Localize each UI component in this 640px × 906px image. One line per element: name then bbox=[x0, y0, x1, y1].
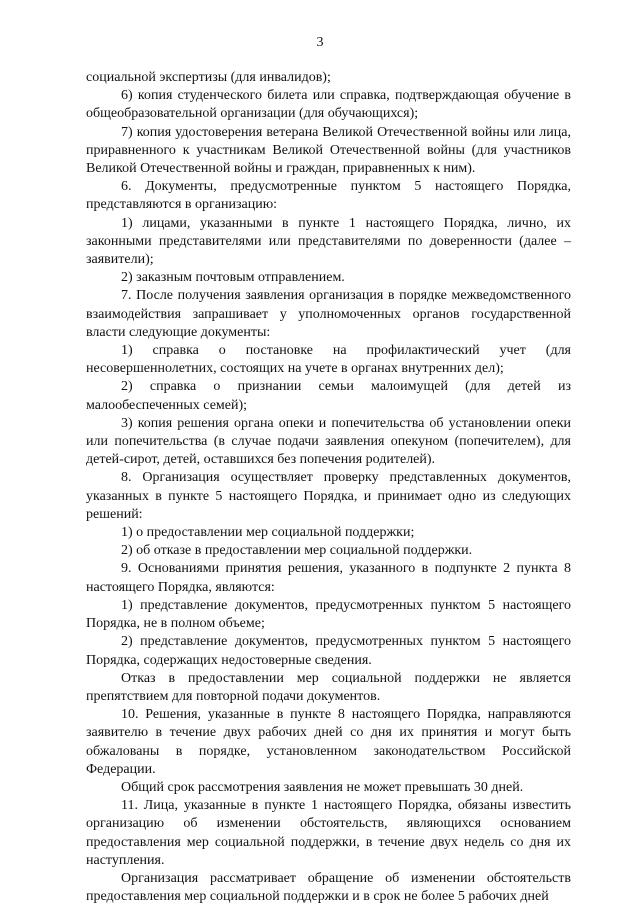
paragraph: 3) копия решения органа опеки и попечительства об установлении опеки или попечительства (в случае подачи заявления опекуном (попечителем), для детей-сирот, детей, оставшихся без попечения родителей). bbox=[86, 415, 571, 468]
paragraph: 6) копия студенческого билета или справка, подтверждающая обучение в общеобразовательной организации (для обучающихся); bbox=[86, 88, 571, 122]
document-body bbox=[86, 69, 571, 906]
paragraph: 1) лицами, указанными в пункте 1 настоящего Порядка, лично, их законными представителями или представителями по доверенности (далее – заявители); bbox=[86, 215, 571, 268]
paragraph: 2) справка о признании семьи малоимущей (для детей из малообеспеченных семей); bbox=[86, 379, 571, 413]
paragraph: Общий срок рассмотрения заявления не может превышать 30 дней. bbox=[121, 779, 524, 795]
paragraph: 8. Организация осуществляет проверку представленных документов, указанных в пункте 5 настоящего Порядка, и принимает одно из следующих решений: bbox=[86, 470, 571, 522]
paragraph: 2) представление документов, предусмотренных пунктом 5 настоящего Порядка, содержащих недостоверные сведения. bbox=[86, 634, 571, 668]
paragraph: социальной экспертизы (для инвалидов); bbox=[86, 70, 331, 85]
page-number: 3 bbox=[316, 35, 324, 50]
paragraph: 1) справка о постановке на профилактический учет (для несовершеннолетних, состоящих на учете в органах внутренних дел); bbox=[86, 343, 571, 377]
paragraph: 10. Решения, указанные в пункте 8 настоящего Порядка, направляются заявителю в течение двух рабочих дней со дня их принятия и могут быть обжалованы в порядке, установленном законодательством Российской Федерации. bbox=[86, 707, 571, 777]
paragraph: 2) заказным почтовым отправлением. bbox=[121, 270, 345, 286]
paragraph: 2) об отказе в предоставлении мер социальной поддержки. bbox=[121, 543, 473, 559]
paragraph: 7. После получения заявления организация в порядке межведомственного взаимодействия запрашивает у уполномоченных органов государственной власти следующие документы: bbox=[86, 288, 571, 340]
paragraph: 7) копия удостоверения ветерана Великой Отечественной войны или лица, приравненного к участникам Великой Отечественной войны (для участников Великой Отечественной войны и граждан, приравненных к ним). bbox=[86, 124, 571, 177]
paragraph: Отказ в предоставлении мер социальной поддержки не является препятствием для повторной подачи документов. bbox=[86, 670, 571, 704]
paragraph: 1) представление документов, предусмотренных пунктом 5 настоящего Порядка, не в полном объеме; bbox=[86, 597, 571, 632]
paragraph: 1) о предоставлении мер социальной поддержки; bbox=[121, 525, 415, 541]
paragraph: 9. Основаниями принятия решения, указанного в подпункте 2 пункта 8 настоящего Порядка, являются: bbox=[86, 561, 571, 595]
paragraph: 6. Документы, предусмотренные пунктом 5 настоящего Порядка, представляются в организацию: bbox=[86, 179, 571, 213]
paragraph: 11. Лица, указанные в пункте 1 настоящего Порядка, обязаны известить организацию об изменении обстоятельств, являющихся основанием предоставления мер социальной поддержки, в течение двух недель со дня их наступления. bbox=[86, 798, 571, 868]
paragraph: Организация рассматривает обращение об изменении обстоятельств предоставления мер социальной поддержки и в срок не более 5 рабочих дней bbox=[86, 870, 571, 905]
